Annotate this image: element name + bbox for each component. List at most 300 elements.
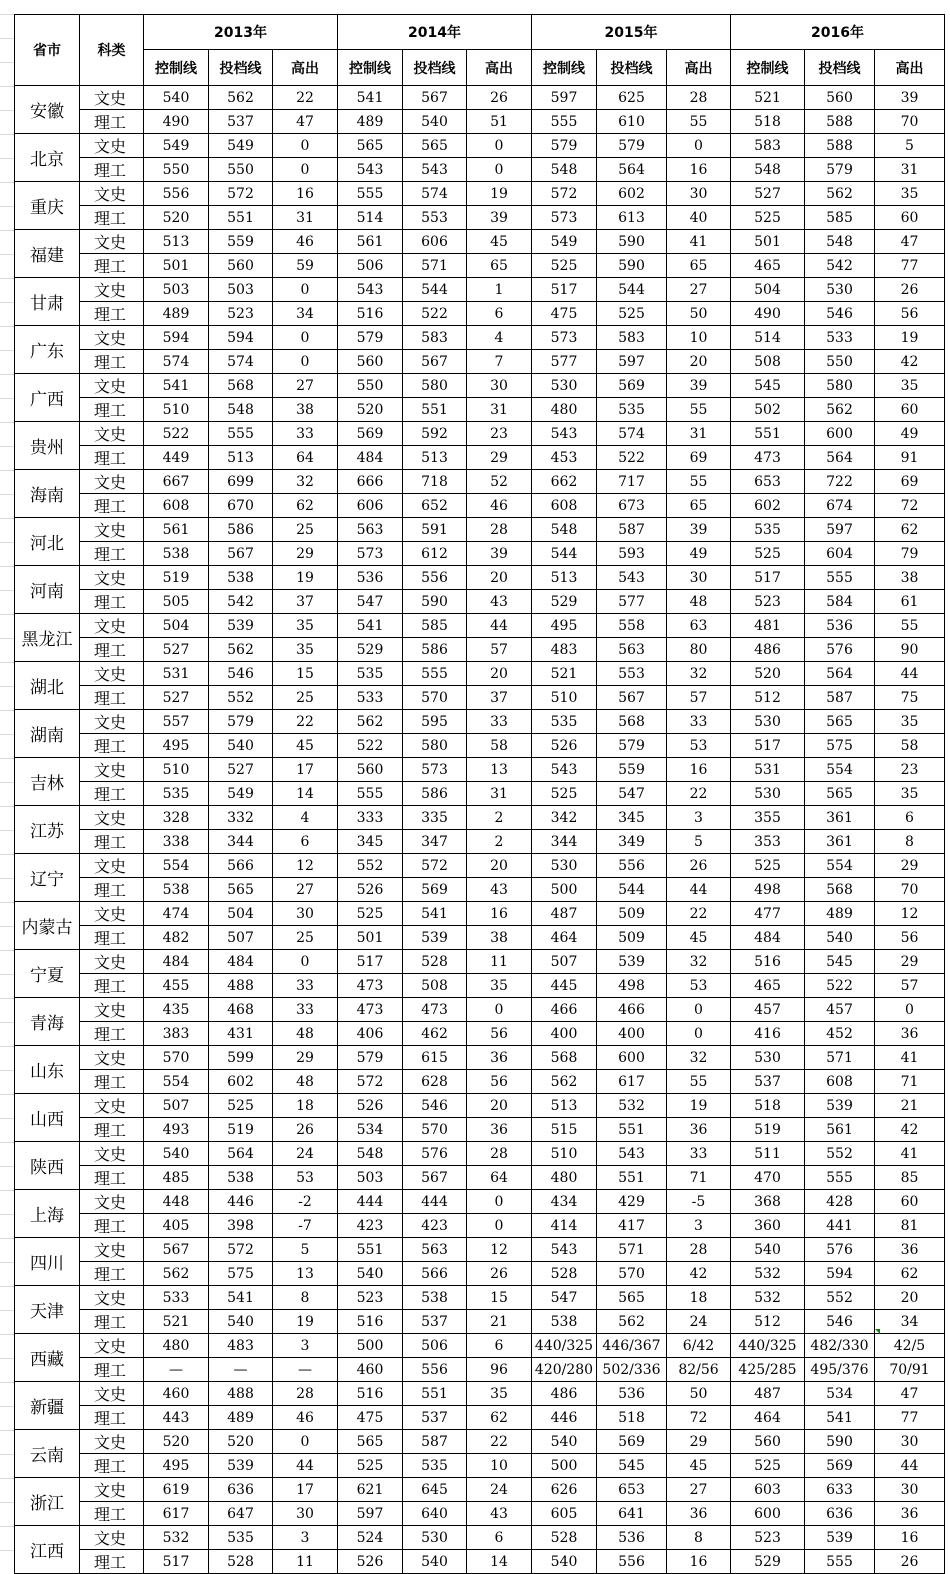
cell-comment-indicator (875, 1329, 880, 1334)
score-cell: 528 (209, 1550, 273, 1574)
score-cell: 22 (273, 710, 338, 734)
score-cell: 33 (273, 998, 338, 1022)
score-cell: 11 (467, 950, 532, 974)
category-cell: 理工 (80, 830, 144, 854)
score-cell: 58 (467, 734, 532, 758)
category-cell: 理工 (80, 878, 144, 902)
score-cell: 670 (209, 494, 273, 518)
score-cell: 57 (467, 638, 532, 662)
province-cell: 山东 (15, 1046, 80, 1094)
score-cell: 530 (532, 374, 597, 398)
score-cell: 473 (403, 998, 467, 1022)
gridline (0, 446, 14, 447)
score-cell: 457 (805, 998, 875, 1022)
table-row (15, 134, 945, 158)
score-cell: 28 (467, 518, 532, 542)
score-cell: 16 (667, 1550, 731, 1574)
score-cell: 36 (875, 1238, 945, 1262)
gridline (0, 86, 14, 87)
category-cell: 理工 (80, 1310, 144, 1334)
score-cell: 540 (731, 1238, 805, 1262)
score-cell: 59 (273, 254, 338, 278)
score-cell: 34 (273, 302, 338, 326)
score-cell: 549 (144, 134, 209, 158)
score-cell: -5 (667, 1190, 731, 1214)
province-cell: 广东 (15, 326, 80, 374)
score-cell: 588 (805, 110, 875, 134)
gridline (0, 1550, 14, 1551)
score-cell: 41 (875, 1046, 945, 1070)
score-cell: 561 (338, 230, 403, 254)
score-cell: 520 (338, 398, 403, 422)
score-cell: 445 (532, 974, 597, 998)
score-cell: 525 (532, 254, 597, 278)
score-cell: 56 (467, 1022, 532, 1046)
score-cell: 70 (875, 878, 945, 902)
gridline (0, 182, 14, 183)
score-cell: 541 (338, 86, 403, 110)
score-cell: 32 (667, 662, 731, 686)
score-cell: 540 (403, 110, 467, 134)
category-cell: 文史 (80, 422, 144, 446)
score-cell: 33 (667, 1142, 731, 1166)
score-cell: 568 (209, 374, 273, 398)
score-cell: 542 (209, 590, 273, 614)
category-cell: 理工 (80, 1262, 144, 1286)
score-cell: 449 (144, 446, 209, 470)
score-cell: 46 (273, 230, 338, 254)
score-cell: 12 (467, 1238, 532, 1262)
score-cell: 561 (144, 518, 209, 542)
score-cell: 520 (144, 1430, 209, 1454)
score-cell: 633 (805, 1478, 875, 1502)
score-cell: 556 (144, 182, 209, 206)
score-cell: 513 (532, 566, 597, 590)
score-cell: 91 (875, 446, 945, 470)
score-cell: 484 (144, 950, 209, 974)
category-cell: 理工 (80, 494, 144, 518)
score-cell: 560 (338, 350, 403, 374)
province-cell: 西藏 (15, 1334, 80, 1382)
score-cell: 29 (273, 542, 338, 566)
score-cell: 482 (144, 926, 209, 950)
score-cell: 530 (532, 854, 597, 878)
category-cell: 文史 (80, 1430, 144, 1454)
gridline (0, 350, 14, 351)
score-cell: 515 (532, 1118, 597, 1142)
score-cell: 71 (875, 1070, 945, 1094)
score-cell: 532 (731, 1262, 805, 1286)
score-cell: 473 (338, 974, 403, 998)
category-cell: 理工 (80, 1454, 144, 1478)
score-cell: 29 (875, 950, 945, 974)
gridline (0, 1310, 14, 1311)
category-cell: 理工 (80, 542, 144, 566)
score-cell: 579 (209, 710, 273, 734)
score-cell: 718 (403, 470, 467, 494)
gridline (0, 1070, 14, 1071)
category-cell: 文史 (80, 470, 144, 494)
score-cell: 549 (532, 230, 597, 254)
score-cell: 555 (209, 422, 273, 446)
score-cell: 555 (338, 182, 403, 206)
score-cell: 58 (875, 734, 945, 758)
score-cell: 5 (273, 1238, 338, 1262)
score-cell: 56 (467, 1070, 532, 1094)
category-cell: 理工 (80, 302, 144, 326)
score-cell: 0 (273, 350, 338, 374)
header-year-2016: 2016年 (731, 15, 945, 50)
score-cell: 527 (144, 638, 209, 662)
score-cell: 425/285 (731, 1358, 805, 1382)
table-row (15, 614, 945, 638)
score-cell: 531 (731, 758, 805, 782)
score-cell: 509 (597, 926, 667, 950)
score-cell: 0 (467, 158, 532, 182)
score-cell: 525 (731, 206, 805, 230)
score-cell: 8 (875, 830, 945, 854)
score-cell: 572 (338, 1070, 403, 1094)
score-cell: 35 (273, 638, 338, 662)
score-cell: 535 (532, 710, 597, 734)
score-cell: 567 (403, 1166, 467, 1190)
score-cell: 13 (273, 1262, 338, 1286)
score-cell: 3 (273, 1526, 338, 1550)
table-row (15, 86, 945, 110)
score-cell: 565 (209, 878, 273, 902)
score-cell: 543 (532, 422, 597, 446)
score-cell: 518 (731, 110, 805, 134)
score-cell: 440/325 (532, 1334, 597, 1358)
score-cell: 2 (467, 830, 532, 854)
score-cell: 65 (667, 494, 731, 518)
score-cell: 568 (597, 710, 667, 734)
score-cell: 527 (209, 758, 273, 782)
score-cell: 562 (532, 1070, 597, 1094)
score-cell: 25 (273, 686, 338, 710)
gridline (0, 734, 14, 735)
score-cell: 552 (338, 854, 403, 878)
score-cell: 486 (731, 638, 805, 662)
province-cell: 河南 (15, 566, 80, 614)
header-admission-line: 投档线 (597, 50, 667, 86)
score-cell: 473 (731, 446, 805, 470)
score-cell: 572 (209, 182, 273, 206)
score-cell: 538 (209, 1166, 273, 1190)
province-cell: 吉林 (15, 758, 80, 806)
score-cell: 29 (875, 854, 945, 878)
category-cell: 理工 (80, 1166, 144, 1190)
score-cell: 579 (532, 134, 597, 158)
score-cell: 599 (209, 1046, 273, 1070)
score-cell: 552 (805, 1286, 875, 1310)
score-cell: 567 (209, 542, 273, 566)
score-cell: 604 (805, 542, 875, 566)
score-cell: 628 (403, 1070, 467, 1094)
header-admission-line: 投档线 (403, 50, 467, 86)
score-cell: 562 (597, 1310, 667, 1334)
score-cell: 335 (403, 806, 467, 830)
category-cell: 理工 (80, 1406, 144, 1430)
score-cell: 551 (731, 422, 805, 446)
province-cell: 江苏 (15, 806, 80, 854)
score-cell: 550 (144, 158, 209, 182)
score-cell: 416 (731, 1022, 805, 1046)
score-cell: 541 (144, 374, 209, 398)
score-cell: 466 (532, 998, 597, 1022)
score-cell: 36 (667, 1118, 731, 1142)
score-cell: 25 (273, 926, 338, 950)
score-cell: 42 (875, 1118, 945, 1142)
score-cell: 60 (875, 1190, 945, 1214)
score-cell: 593 (597, 542, 667, 566)
score-cell: 11 (273, 1550, 338, 1574)
header-difference: 高出 (667, 50, 731, 86)
header-year-2015: 2015年 (532, 15, 731, 50)
category-cell: 文史 (80, 278, 144, 302)
score-cell: 534 (338, 1118, 403, 1142)
score-cell: 594 (209, 326, 273, 350)
score-cell: 503 (144, 278, 209, 302)
table-row (15, 1022, 945, 1046)
score-cell: 576 (805, 1238, 875, 1262)
score-cell: 48 (273, 1022, 338, 1046)
score-cell: 559 (209, 230, 273, 254)
score-cell: 30 (667, 182, 731, 206)
score-cell: 535 (144, 782, 209, 806)
gridline (0, 1238, 14, 1239)
score-cell: 20 (467, 1094, 532, 1118)
score-cell: 42 (875, 350, 945, 374)
score-cell: 360 (731, 1214, 805, 1238)
header-year-2014: 2014年 (338, 15, 532, 50)
score-cell: 35 (467, 974, 532, 998)
gridline (0, 110, 14, 111)
admission-score-table (14, 14, 945, 1574)
score-cell: 0 (875, 998, 945, 1022)
table-row (15, 662, 945, 686)
score-cell: 48 (667, 590, 731, 614)
score-cell: 53 (667, 974, 731, 998)
score-cell: 699 (209, 470, 273, 494)
score-cell: 550 (209, 158, 273, 182)
score-cell: 69 (667, 446, 731, 470)
score-cell: 555 (805, 1550, 875, 1574)
score-cell: 640 (403, 1502, 467, 1526)
score-cell: 617 (144, 1502, 209, 1526)
score-cell: 530 (403, 1526, 467, 1550)
score-cell: 457 (731, 998, 805, 1022)
category-cell: 文史 (80, 1046, 144, 1070)
score-cell: 62 (273, 494, 338, 518)
score-cell: 31 (467, 782, 532, 806)
score-cell: 517 (731, 566, 805, 590)
score-cell: 586 (209, 518, 273, 542)
score-cell: 540 (338, 1262, 403, 1286)
category-cell: 文史 (80, 1142, 144, 1166)
score-cell: 565 (805, 710, 875, 734)
score-cell: 529 (532, 590, 597, 614)
score-cell: 8 (273, 1286, 338, 1310)
score-cell: 540 (209, 1310, 273, 1334)
score-cell: 523 (209, 302, 273, 326)
score-cell: 13 (467, 758, 532, 782)
score-cell: 560 (731, 1430, 805, 1454)
table-row (15, 854, 945, 878)
score-cell: 520 (144, 206, 209, 230)
score-cell: 551 (209, 206, 273, 230)
score-cell: 573 (338, 542, 403, 566)
province-cell: 陕西 (15, 1142, 80, 1190)
score-cell: 45 (467, 230, 532, 254)
header-control-line: 控制线 (731, 50, 805, 86)
score-cell: 580 (805, 374, 875, 398)
score-cell: 572 (209, 1238, 273, 1262)
score-cell: 537 (731, 1070, 805, 1094)
category-cell: 文史 (80, 806, 144, 830)
score-cell: 44 (875, 1454, 945, 1478)
score-cell: 518 (731, 1094, 805, 1118)
category-cell: 文史 (80, 998, 144, 1022)
score-cell: 503 (338, 1166, 403, 1190)
score-cell: 653 (731, 470, 805, 494)
score-cell: 587 (597, 518, 667, 542)
score-cell: 586 (403, 638, 467, 662)
table-row (15, 1454, 945, 1478)
score-cell: 533 (805, 326, 875, 350)
score-cell: 37 (273, 590, 338, 614)
table-row (15, 566, 945, 590)
score-cell: 462 (403, 1022, 467, 1046)
table-row (15, 1094, 945, 1118)
category-cell: 理工 (80, 350, 144, 374)
score-cell: 0 (667, 1022, 731, 1046)
score-cell: 6 (467, 1334, 532, 1358)
score-cell: 533 (144, 1286, 209, 1310)
province-cell: 辽宁 (15, 854, 80, 902)
category-cell: 理工 (80, 638, 144, 662)
score-cell: 621 (338, 1478, 403, 1502)
score-cell: 544 (532, 542, 597, 566)
score-cell: 47 (875, 1382, 945, 1406)
score-cell: 27 (273, 878, 338, 902)
score-cell: 545 (805, 950, 875, 974)
score-cell: 36 (467, 1046, 532, 1070)
score-cell: 526 (338, 1550, 403, 1574)
score-cell: 10 (667, 326, 731, 350)
score-cell: 328 (144, 806, 209, 830)
category-cell: 理工 (80, 974, 144, 998)
score-cell: 565 (403, 134, 467, 158)
province-cell: 甘肃 (15, 278, 80, 326)
score-cell: 361 (805, 830, 875, 854)
score-cell: 65 (667, 254, 731, 278)
score-cell: 455 (144, 974, 209, 998)
gridline (0, 878, 14, 879)
score-cell: 529 (731, 1550, 805, 1574)
score-cell: 528 (532, 1526, 597, 1550)
score-cell: 383 (144, 1022, 209, 1046)
score-cell: 570 (597, 1262, 667, 1286)
gridline (0, 686, 14, 687)
score-cell: 562 (805, 182, 875, 206)
score-cell: 548 (209, 398, 273, 422)
score-cell: 510 (144, 398, 209, 422)
score-cell: 605 (532, 1502, 597, 1526)
score-cell: 535 (338, 662, 403, 686)
score-cell: 62 (467, 1406, 532, 1430)
score-cell: 571 (597, 1238, 667, 1262)
score-cell: 480 (144, 1334, 209, 1358)
province-cell: 安徽 (15, 86, 80, 134)
score-cell: 4 (467, 326, 532, 350)
gridline (0, 1334, 14, 1335)
table-row (15, 1214, 945, 1238)
gridline (0, 206, 14, 207)
score-cell: 519 (144, 566, 209, 590)
score-cell: 460 (338, 1358, 403, 1382)
gridline (0, 566, 14, 567)
gridline (0, 38, 14, 39)
score-cell: 501 (731, 230, 805, 254)
score-cell: 529 (338, 638, 403, 662)
score-cell: 43 (467, 878, 532, 902)
score-cell: 532 (731, 1286, 805, 1310)
score-cell: 344 (209, 830, 273, 854)
score-cell: 51 (467, 110, 532, 134)
score-cell: 3 (667, 1214, 731, 1238)
score-cell: 62 (875, 1262, 945, 1286)
table-row (15, 422, 945, 446)
score-cell: 16 (467, 902, 532, 926)
score-cell: 590 (597, 230, 667, 254)
table-row (15, 950, 945, 974)
score-cell: 434 (532, 1190, 597, 1214)
score-cell: 564 (805, 662, 875, 686)
score-cell: 543 (403, 158, 467, 182)
province-cell: 北京 (15, 134, 80, 182)
score-cell: 544 (403, 278, 467, 302)
score-cell: 595 (403, 710, 467, 734)
score-cell: 8 (667, 1526, 731, 1550)
province-cell: 浙江 (15, 1478, 80, 1526)
category-cell: 理工 (80, 926, 144, 950)
score-cell: 0 (667, 134, 731, 158)
score-cell: 20 (875, 1286, 945, 1310)
score-cell: 541 (338, 614, 403, 638)
score-cell: 579 (338, 1046, 403, 1070)
score-cell: 464 (532, 926, 597, 950)
category-cell: 文史 (80, 662, 144, 686)
score-cell: 62 (875, 518, 945, 542)
score-cell: 71 (667, 1166, 731, 1190)
table-row (15, 998, 945, 1022)
score-cell: 506 (338, 254, 403, 278)
score-cell: 49 (875, 422, 945, 446)
score-cell: 510 (532, 1142, 597, 1166)
score-cell: 38 (273, 398, 338, 422)
category-cell: 理工 (80, 398, 144, 422)
score-cell: 55 (667, 1070, 731, 1094)
score-cell: 530 (731, 782, 805, 806)
score-cell: 18 (667, 1286, 731, 1310)
score-cell: 576 (403, 1142, 467, 1166)
score-cell: 574 (209, 350, 273, 374)
score-cell: 539 (805, 1526, 875, 1550)
score-cell: 579 (597, 134, 667, 158)
gridline (0, 662, 14, 663)
score-cell: 332 (209, 806, 273, 830)
